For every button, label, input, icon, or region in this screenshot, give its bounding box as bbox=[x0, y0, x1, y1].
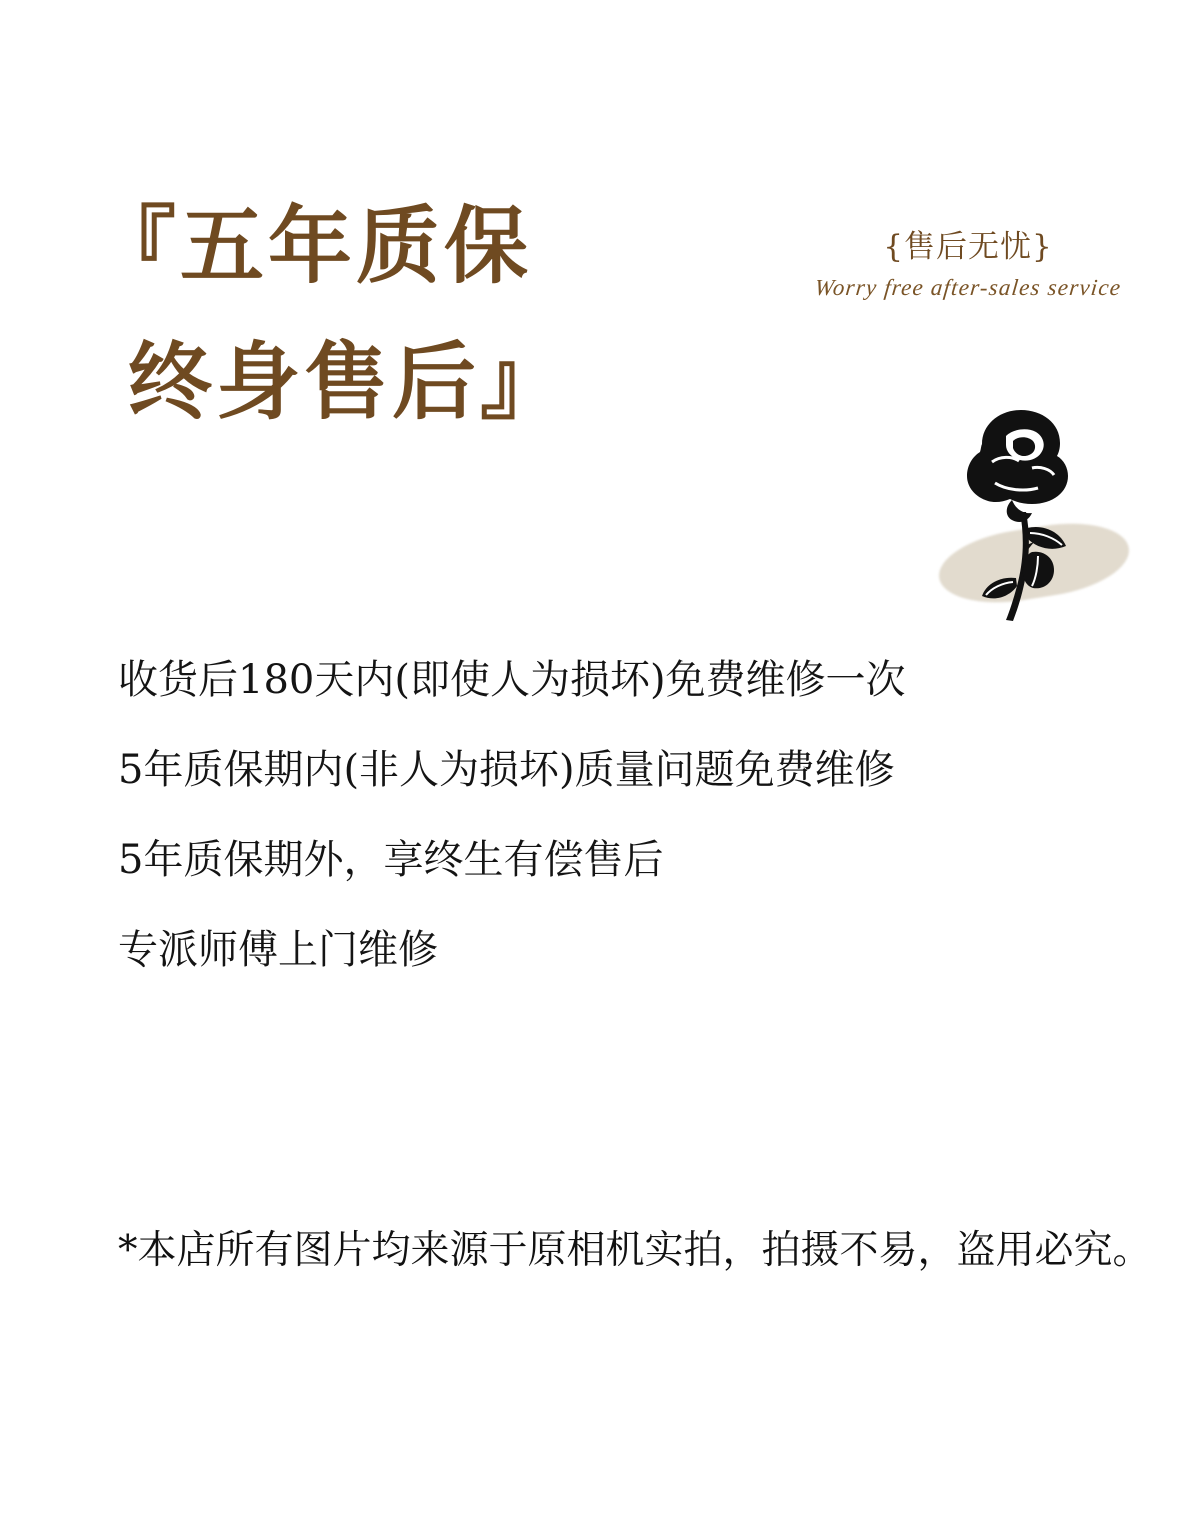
list-item: 专派师傅上门维修 bbox=[118, 927, 438, 973]
rose-icon bbox=[920, 400, 1140, 630]
copyright-footnote: *本店所有图片均来源于原相机实拍，拍摄不易，盗用必究。 bbox=[118, 1228, 1152, 1273]
after-sales-badge bbox=[808, 228, 1128, 301]
list-item: 收货后180天内(即使人为损坏)免费维修一次 bbox=[118, 657, 906, 703]
list-item: 5年质保期外，享终生有偿售后 bbox=[118, 837, 664, 883]
warranty-terms-list bbox=[118, 657, 1098, 1020]
page-title bbox=[92, 178, 712, 450]
badge-english-label: Worry free after-sales service bbox=[813, 274, 1123, 300]
page-title-line-2: 终身售后』 bbox=[128, 332, 569, 432]
page-title-line-1: 『五年质保 bbox=[92, 196, 533, 295]
list-item: 5年质保期内(非人为损坏)质量问题免费维修 bbox=[118, 747, 895, 793]
rose-illustration bbox=[920, 400, 1140, 630]
badge-chinese-label: {售后无忧} bbox=[883, 229, 1053, 265]
